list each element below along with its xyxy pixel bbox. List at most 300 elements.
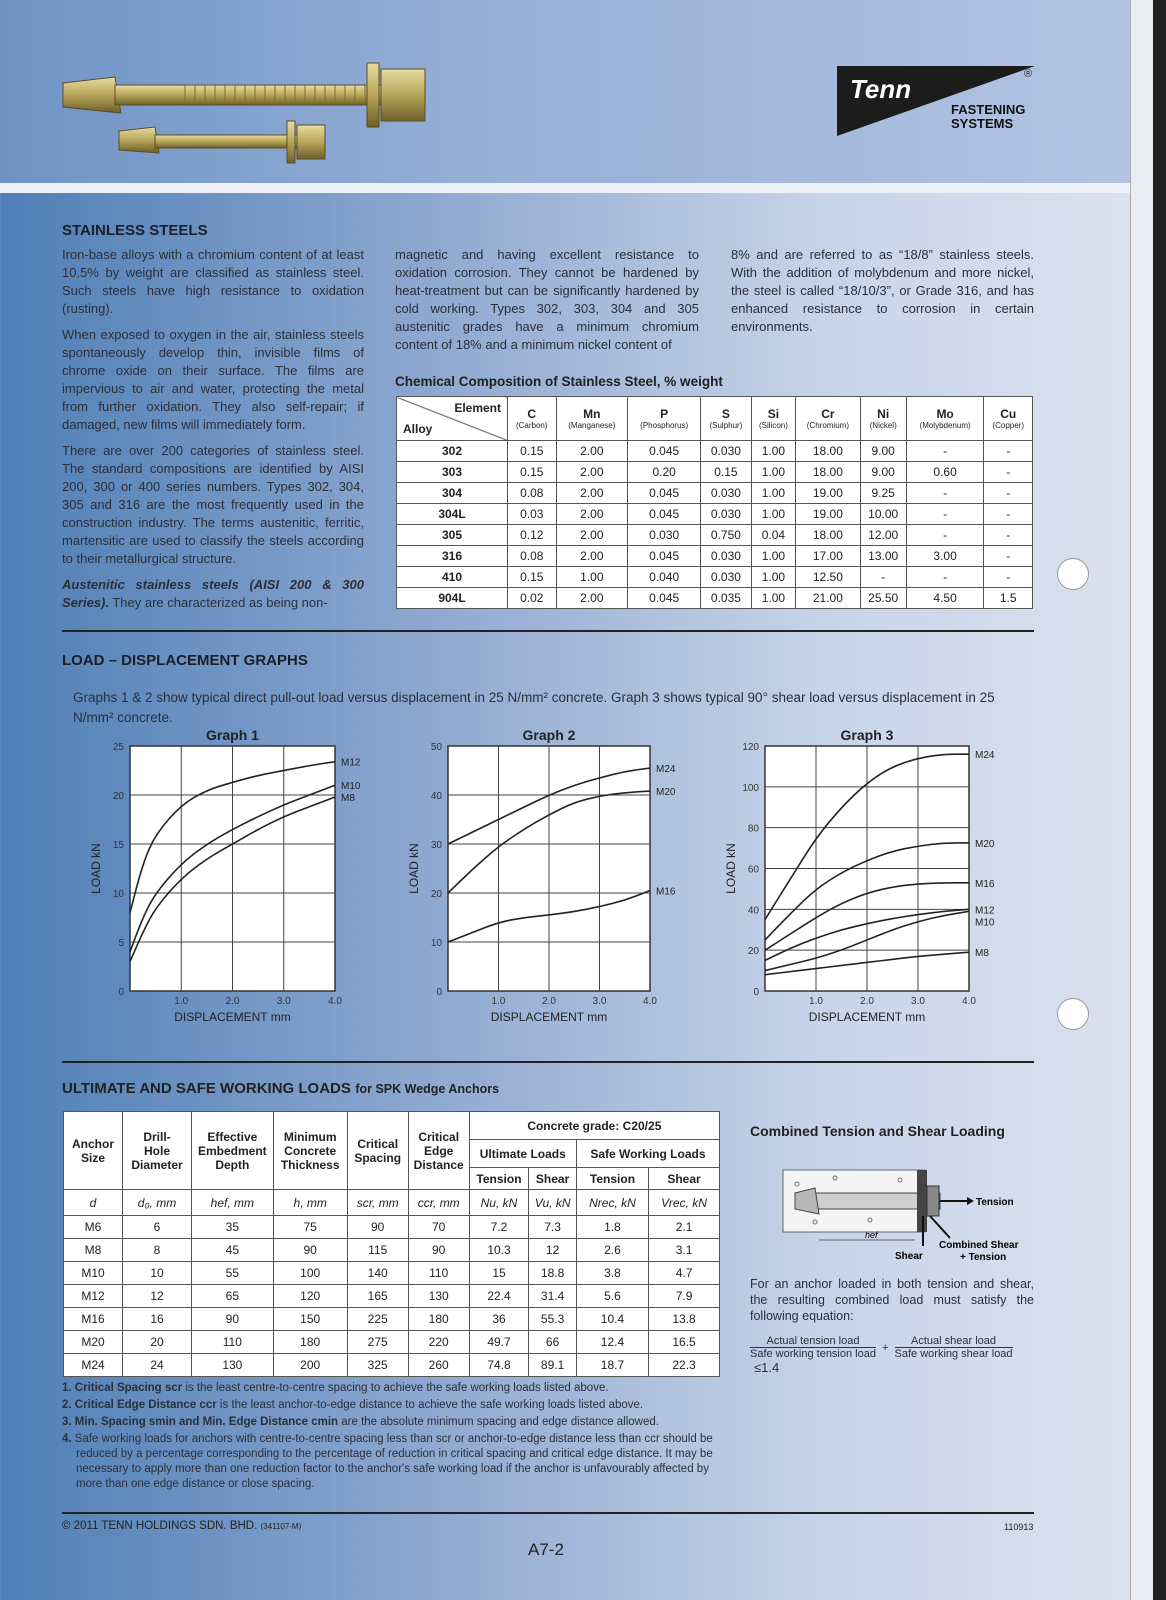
note-text: is the least anchor-to-edge distance to achieve the safe working loads listed above.: [216, 1399, 644, 1411]
note-number: 1.: [62, 1382, 72, 1394]
label-hef: hef: [865, 1230, 878, 1240]
sym-scr: scr, mm: [347, 1190, 408, 1216]
chem-row: [397, 504, 1033, 525]
x-tick-label: 4.0: [643, 996, 657, 1007]
load-value-cell: 12: [123, 1285, 192, 1308]
chem-value-cell: -: [984, 525, 1033, 546]
x-tick-label: 3.0: [592, 996, 607, 1007]
chem-composition-table: [396, 396, 1033, 609]
note-text: are the absolute minimum spacing and edge distance allowed.: [338, 1416, 659, 1428]
loads-heading-wrap: [62, 1080, 499, 1098]
load-value-cell: 100: [273, 1262, 347, 1285]
x-axis-label: DISPLACEMENT mm: [174, 1010, 291, 1024]
load-value-cell: 7.3: [529, 1216, 577, 1239]
col-c: C (Carbon): [508, 397, 557, 441]
chem-row: [397, 483, 1033, 504]
x-tick-label: 2.0: [860, 996, 874, 1007]
chem-row: [397, 588, 1033, 609]
stainless-p5: magnetic and having excellent resistance to oxidation corrosion. They cannot be hardened by heat-treatment but can be significantly hardened by cold working. Types 302, 303, 304 and 305 austenitic grades have a minimum chromium content of 18% and a minimum nickel content of: [395, 247, 699, 352]
load-value-cell: 7.9: [649, 1285, 720, 1308]
chem-row: [397, 525, 1033, 546]
anchor-size-cell: M12: [64, 1285, 123, 1308]
chem-value-cell: 0.030: [701, 483, 751, 504]
y-tick-label: 15: [112, 840, 124, 851]
stainless-p2: When exposed to oxygen in the air, stainless steels spontaneously develop thin, invisible films of chrome oxide on their surface. The films are impervious to air and water, protecting the metal from further oxidation. They also self-repair; if damaged, new films will immediately form.: [62, 327, 364, 432]
load-value-cell: 5.6: [576, 1285, 648, 1308]
chem-row: [397, 441, 1033, 462]
chem-value-cell: 0.030: [701, 567, 751, 588]
x-tick-label: 2.0: [542, 996, 556, 1007]
x-tick-label: 3.0: [911, 996, 925, 1007]
col-si: Si (Silicon): [751, 397, 796, 441]
binder-hole: [1057, 558, 1089, 590]
load-value-cell: 3.1: [649, 1239, 720, 1262]
y-axis-label: LOAD kN: [89, 843, 103, 894]
load-value-cell: 165: [347, 1285, 408, 1308]
y-tick-label: 10: [112, 889, 124, 900]
brand-name: Tenn: [850, 74, 912, 104]
sym-vrec: Vrec, kN: [649, 1190, 720, 1216]
load-value-cell: 115: [347, 1239, 408, 1262]
brand-line2: SYSTEMS: [951, 116, 1014, 131]
eq-limit: ≤1.4: [754, 1360, 780, 1375]
load-value-cell: 110: [408, 1262, 469, 1285]
binder-hole: [1057, 998, 1089, 1030]
load-value-cell: 130: [192, 1354, 274, 1377]
x-tick-label: 2.0: [225, 996, 240, 1007]
label-tension: Tension: [976, 1197, 1014, 1208]
chem-value-cell: 1.00: [751, 504, 796, 525]
x-tick-label: 4.0: [328, 996, 342, 1007]
load-value-cell: 275: [347, 1331, 408, 1354]
col-cu: Cu (Copper): [984, 397, 1033, 441]
chem-value-cell: 0.12: [508, 525, 557, 546]
x-axis-label: DISPLACEMENT mm: [490, 1010, 608, 1024]
chem-value-cell: 0.045: [628, 483, 701, 504]
x-tick-label: 1.0: [491, 996, 506, 1007]
stainless-p4-rest: They are characterized as being non-: [108, 595, 328, 610]
eq-plus: +: [882, 1341, 889, 1354]
load-value-cell: 36: [469, 1308, 529, 1331]
y-tick-label: 0: [436, 987, 442, 998]
brand-line1: FASTENING: [951, 102, 1026, 117]
note-term: Critical Edge Distance ccr: [74, 1399, 217, 1411]
load-value-cell: 22.3: [649, 1354, 720, 1377]
combined-heading: Combined Tension and Shear Loading: [750, 1123, 1005, 1139]
load-value-cell: 31.4: [529, 1285, 577, 1308]
table-row: [64, 1239, 720, 1262]
stainless-p6: 8% and are referred to as “18/8” stainless steels. With the addition of molybdenum and more nickel, the steel is called “18/10/3”, or Grade 316, and has enhanced resistance to corrosion in certain environments.: [731, 247, 1034, 334]
y-tick-label: 10: [430, 938, 442, 949]
col-mn: Mn (Manganese): [556, 397, 628, 441]
chem-value-cell: 0.15: [701, 462, 751, 483]
load-value-cell: 260: [408, 1354, 469, 1377]
doc-code: 110913: [1004, 1522, 1034, 1532]
col-s: S (Sulphur): [701, 397, 751, 441]
large-anchor-bolt: [63, 63, 425, 127]
series-label-m20: M20: [656, 787, 676, 799]
sym-h: h, mm: [273, 1190, 347, 1216]
x-tick-label: 1.0: [809, 996, 823, 1007]
load-value-cell: 140: [347, 1262, 408, 1285]
chem-value-cell: 4.50: [906, 588, 984, 609]
load-value-cell: 90: [192, 1308, 274, 1331]
hdr-safe-tension: Tension: [576, 1168, 648, 1190]
chem-value-cell: 2.00: [556, 441, 628, 462]
y-tick-label: 20: [430, 889, 442, 900]
chem-table-title: Chemical Composition of Stainless Steel, % weight: [395, 374, 723, 389]
sym-hef: hef, mm: [192, 1190, 274, 1216]
load-value-cell: 2.6: [576, 1239, 648, 1262]
table-row: [64, 1285, 720, 1308]
note-item: [62, 1432, 720, 1492]
sym-d0: d₀, mm: [123, 1190, 192, 1216]
hdr-safe-shear: Shear: [649, 1168, 720, 1190]
load-value-cell: 10.3: [469, 1239, 529, 1262]
wedge-anchor-illustration: [55, 55, 445, 170]
table-row: [64, 1308, 720, 1331]
chem-value-cell: 0.15: [508, 441, 557, 462]
anchor-size-cell: M6: [64, 1216, 123, 1239]
chem-value-cell: 0.60: [906, 462, 984, 483]
note-item: [62, 1415, 720, 1430]
alloy-cell: 410: [397, 567, 508, 588]
load-value-cell: 70: [408, 1216, 469, 1239]
chem-value-cell: 17.00: [796, 546, 860, 567]
load-value-cell: 35: [192, 1216, 274, 1239]
load-value-cell: 10.4: [576, 1308, 648, 1331]
chem-value-cell: 13.00: [860, 546, 906, 567]
load-value-cell: 55: [192, 1262, 274, 1285]
hdr-thickness: Minimum Concrete Thickness: [273, 1112, 347, 1190]
load-value-cell: 65: [192, 1285, 274, 1308]
y-tick-label: 60: [747, 864, 759, 876]
load-value-cell: 74.8: [469, 1354, 529, 1377]
footer-copyright: [62, 1520, 301, 1532]
sym-nrec: Nrec, kN: [576, 1190, 648, 1216]
chem-value-cell: 0.04: [751, 525, 796, 546]
hdr-concrete-grade: Concrete grade: C20/25: [469, 1112, 719, 1140]
alloy-cell: 302: [397, 441, 508, 462]
stainless-p1: Iron-base alloys with a chromium content of at least 10.5% by weight are classified as stainless steel. Such steels have high resistance to oxidation (rusting).: [62, 247, 364, 316]
alloy-cell: 304: [397, 483, 508, 504]
graph-title: Graph 1: [206, 727, 259, 743]
chem-value-cell: -: [906, 441, 984, 462]
note-text: is the least centre-to-centre spacing to achieve the safe working loads listed above.: [182, 1382, 609, 1394]
load-value-cell: 8: [123, 1239, 192, 1262]
stainless-heading: STAINLESS STEELS: [62, 222, 208, 239]
graph-title: Graph 2: [522, 727, 576, 743]
small-anchor-bolt: [119, 121, 325, 163]
note-number: 4.: [62, 1433, 72, 1445]
stainless-column-2: [395, 246, 699, 362]
graphs-heading: LOAD – DISPLACEMENT GRAPHS: [62, 652, 308, 669]
chem-value-cell: 12.00: [860, 525, 906, 546]
load-value-cell: 120: [273, 1285, 347, 1308]
chem-value-cell: 2.00: [556, 588, 628, 609]
chem-value-cell: 25.50: [860, 588, 906, 609]
page-number: A7-2: [528, 1540, 564, 1559]
y-tick-label: 80: [747, 823, 759, 835]
load-value-cell: 110: [192, 1331, 274, 1354]
note-text: Safe working loads for anchors with centre-to-centre spacing less than scr or anchor-to-edge distance less than ccr should be reduced by a percentage corresponding to the percentage of reduction in critical spacing and critical edge distance. It may be necessary to apply more than one reduction factor to the anchor's safe working load if the anchor is unfavourably affected by more than one edge distance or close spacing.: [74, 1433, 713, 1490]
col-ni: Ni (Nickel): [860, 397, 906, 441]
chem-value-cell: 0.030: [628, 525, 701, 546]
chem-value-cell: 1.00: [751, 546, 796, 567]
note-item: [62, 1398, 720, 1413]
y-tick-label: 50: [430, 742, 442, 753]
x-axis-label: DISPLACEMENT mm: [808, 1010, 926, 1024]
table-row: [64, 1354, 720, 1377]
graphs-intro: Graphs 1 & 2 show typical direct pull-out load versus displacement in 25 N/mm² concrete. Graph 3 shows typical 90° shear load versus displacement in 25 N/mm² concrete.: [73, 690, 995, 725]
anchor-size-cell: M24: [64, 1354, 123, 1377]
chem-value-cell: 0.040: [628, 567, 701, 588]
eq-den2: Safe working shear load: [894, 1348, 1013, 1360]
symbols-row: [64, 1190, 720, 1216]
sym-nu: Nu, kN: [469, 1190, 529, 1216]
corner-alloy-label: Alloy: [403, 422, 433, 436]
chem-value-cell: 0.045: [628, 546, 701, 567]
fraction-shear: [895, 1335, 1013, 1360]
series-label-m24: M24: [975, 750, 995, 762]
series-label-m10: M10: [341, 781, 361, 793]
chem-value-cell: 0.03: [508, 504, 557, 525]
load-value-cell: 18.8: [529, 1262, 577, 1285]
sym-d: d: [64, 1190, 123, 1216]
chem-value-cell: 19.00: [796, 504, 860, 525]
series-label-m16: M16: [975, 878, 995, 890]
note-number: 2.: [62, 1399, 72, 1411]
chem-value-cell: 0.035: [701, 588, 751, 609]
y-tick-label: 100: [742, 782, 759, 794]
x-tick-label: 3.0: [276, 996, 291, 1007]
load-value-cell: 12: [529, 1239, 577, 1262]
chem-value-cell: 0.08: [508, 546, 557, 567]
chem-value-cell: 1.00: [556, 567, 628, 588]
y-tick-label: 20: [747, 946, 759, 958]
series-label-m12: M12: [975, 905, 995, 917]
chem-row: [397, 546, 1033, 567]
chem-value-cell: 19.00: [796, 483, 860, 504]
label-shear: Shear: [895, 1251, 923, 1260]
chem-value-cell: 1.5: [984, 588, 1033, 609]
chem-value-cell: 0.15: [508, 462, 557, 483]
chem-value-cell: 2.00: [556, 462, 628, 483]
chem-row: [397, 567, 1033, 588]
chem-table-body: [397, 441, 1033, 609]
load-value-cell: 2.1: [649, 1216, 720, 1239]
load-value-cell: 150: [273, 1308, 347, 1331]
alloy-cell: 303: [397, 462, 508, 483]
load-value-cell: 3.8: [576, 1262, 648, 1285]
load-value-cell: 45: [192, 1239, 274, 1262]
header-rule: [0, 183, 1130, 193]
hdr-critical-edge: Critical Edge Distance: [408, 1112, 469, 1190]
chem-value-cell: 1.00: [751, 483, 796, 504]
y-tick-label: 40: [747, 905, 759, 917]
load-value-cell: 49.7: [469, 1331, 529, 1354]
load-value-cell: 18.7: [576, 1354, 648, 1377]
stainless-p4: [62, 576, 364, 612]
eq-num1: Actual tension load: [750, 1335, 876, 1348]
company-reg-no: (341107-M): [260, 1522, 302, 1531]
registered-mark: ®: [1024, 68, 1033, 80]
stainless-column-3: [731, 246, 1034, 344]
chem-value-cell: 10.00: [860, 504, 906, 525]
anchor-size-cell: M10: [64, 1262, 123, 1285]
chem-value-cell: 1.00: [751, 567, 796, 588]
chem-value-cell: 9.25: [860, 483, 906, 504]
x-tick-label: 4.0: [962, 996, 976, 1007]
load-value-cell: 20: [123, 1331, 192, 1354]
chem-value-cell: -: [984, 483, 1033, 504]
page-edge: [1130, 0, 1166, 1600]
alloy-cell: 904L: [397, 588, 508, 609]
series-label-m16: M16: [656, 886, 676, 898]
hdr-drill-diameter: Drill-Hole Diameter: [123, 1112, 192, 1190]
load-value-cell: 90: [347, 1216, 408, 1239]
chem-value-cell: 0.20: [628, 462, 701, 483]
graph-title: Graph 3: [840, 727, 894, 743]
load-value-cell: 10: [123, 1262, 192, 1285]
chem-value-cell: 18.00: [796, 525, 860, 546]
chem-value-cell: 0.030: [701, 546, 751, 567]
chem-value-cell: 0.030: [701, 504, 751, 525]
y-tick-label: 20: [112, 791, 124, 802]
eq-num2: Actual shear load: [895, 1335, 1013, 1348]
alloy-cell: 316: [397, 546, 508, 567]
combined-text: For an anchor loaded in both tension and shear, the resulting combined load must satisfy the following equation:: [750, 1277, 1034, 1323]
load-value-cell: 6: [123, 1216, 192, 1239]
load-value-cell: 7.2: [469, 1216, 529, 1239]
austenitic-title: Austenitic stainless steels (AISI 200 & 300 Series).: [62, 577, 364, 610]
load-value-cell: 24: [123, 1354, 192, 1377]
sym-vu: Vu, kN: [529, 1190, 577, 1216]
load-value-cell: 325: [347, 1354, 408, 1377]
y-tick-label: 40: [430, 791, 442, 802]
chem-value-cell: -: [984, 441, 1033, 462]
fraction-tension: [750, 1335, 876, 1360]
chem-value-cell: 2.00: [556, 483, 628, 504]
section-divider: [62, 630, 1034, 632]
y-tick-label: 25: [112, 742, 124, 753]
load-value-cell: 130: [408, 1285, 469, 1308]
load-value-cell: 16.5: [649, 1331, 720, 1354]
chem-value-cell: 0.750: [701, 525, 751, 546]
chem-value-cell: 18.00: [796, 462, 860, 483]
chem-value-cell: 0.15: [508, 567, 557, 588]
load-value-cell: 55.3: [529, 1308, 577, 1331]
load-value-cell: 66: [529, 1331, 577, 1354]
y-tick-label: 5: [118, 938, 124, 949]
eq-den1: Safe working tension load: [750, 1348, 876, 1360]
chem-value-cell: 2.00: [556, 504, 628, 525]
combined-loading-diagram: [775, 1160, 1025, 1260]
section-divider: [62, 1061, 1034, 1063]
hdr-ult-tension: Tension: [469, 1168, 529, 1190]
hdr-anchor-size: Anchor Size: [64, 1112, 123, 1190]
note-term: Critical Spacing scr: [74, 1382, 183, 1394]
copyright-text: © 2011 TENN HOLDINGS SDN. BHD.: [62, 1520, 258, 1532]
chem-value-cell: 0.030: [701, 441, 751, 462]
chem-value-cell: 0.045: [628, 441, 701, 462]
footer-rule: [62, 1512, 1034, 1514]
hdr-critical-spacing: Critical Spacing: [347, 1112, 408, 1190]
table-row: [64, 1216, 720, 1239]
y-tick-label: 120: [742, 742, 759, 753]
load-value-cell: 1.8: [576, 1216, 648, 1239]
x-tick-label: 1.0: [174, 996, 189, 1007]
chem-value-cell: 18.00: [796, 441, 860, 462]
load-value-cell: 180: [273, 1331, 347, 1354]
load-value-cell: 225: [347, 1308, 408, 1331]
chem-row: [397, 462, 1033, 483]
series-label-m10: M10: [975, 917, 995, 929]
combined-equation: [750, 1335, 1040, 1375]
note-number: 3.: [62, 1416, 72, 1428]
chem-value-cell: -: [984, 567, 1033, 588]
hdr-safe-loads: Safe Working Loads: [576, 1140, 719, 1168]
chem-value-cell: 1.00: [751, 441, 796, 462]
load-value-cell: 89.1: [529, 1354, 577, 1377]
load-value-cell: 200: [273, 1354, 347, 1377]
load-value-cell: 4.7: [649, 1262, 720, 1285]
load-value-cell: 180: [408, 1308, 469, 1331]
col-mo: Mo (Molybdenum): [906, 397, 984, 441]
loads-table-body: [64, 1216, 720, 1377]
chem-header-row: [397, 397, 1033, 441]
chem-value-cell: -: [906, 483, 984, 504]
stainless-column-1: [62, 246, 364, 620]
anchor-size-cell: M8: [64, 1239, 123, 1262]
series-label-m8: M8: [341, 793, 355, 805]
chem-value-cell: 2.00: [556, 525, 628, 546]
load-value-cell: 90: [273, 1239, 347, 1262]
load-value-cell: 75: [273, 1216, 347, 1239]
chem-value-cell: 0.08: [508, 483, 557, 504]
chem-value-cell: -: [860, 567, 906, 588]
load-value-cell: 16: [123, 1308, 192, 1331]
label-combined-2: + Tension: [960, 1252, 1007, 1260]
chem-value-cell: -: [984, 462, 1033, 483]
series-label-m12: M12: [341, 757, 361, 769]
chem-value-cell: 1.00: [751, 588, 796, 609]
working-loads-table: [63, 1111, 720, 1377]
chem-corner-cell: [397, 397, 508, 441]
chem-value-cell: -: [984, 546, 1033, 567]
table-row: [64, 1262, 720, 1285]
loads-heading: ULTIMATE AND SAFE WORKING LOADS: [62, 1080, 351, 1097]
corner-element-label: Element: [454, 401, 501, 415]
y-axis-label: LOAD kN: [407, 843, 421, 894]
note-term: Min. Spacing smin and Min. Edge Distance cmin: [74, 1416, 339, 1428]
table-row: [64, 1331, 720, 1354]
note-item: [62, 1381, 720, 1396]
stainless-p3: There are over 200 categories of stainless steel. The standard compositions are identified by AISI 200, 300 or 400 series numbers. Types 302, 304, 305 and 316 are the most frequently used in the construction industry. The terms austenitic, ferritic, martensitic are used to classify the steels according to their metallurgical structure.: [62, 443, 364, 566]
y-axis-label: LOAD kN: [724, 843, 738, 894]
series-label-m20: M20: [975, 838, 995, 850]
chem-value-cell: -: [906, 504, 984, 525]
chem-value-cell: 9.00: [860, 441, 906, 462]
chem-value-cell: 12.50: [796, 567, 860, 588]
y-tick-label: 0: [753, 987, 759, 998]
load-value-cell: 90: [408, 1239, 469, 1262]
hdr-ult-shear: Shear: [529, 1168, 577, 1190]
chem-value-cell: 1.00: [751, 462, 796, 483]
brand-tagline: [951, 103, 1025, 131]
y-tick-label: 30: [430, 840, 442, 851]
load-value-cell: 12.4: [576, 1331, 648, 1354]
